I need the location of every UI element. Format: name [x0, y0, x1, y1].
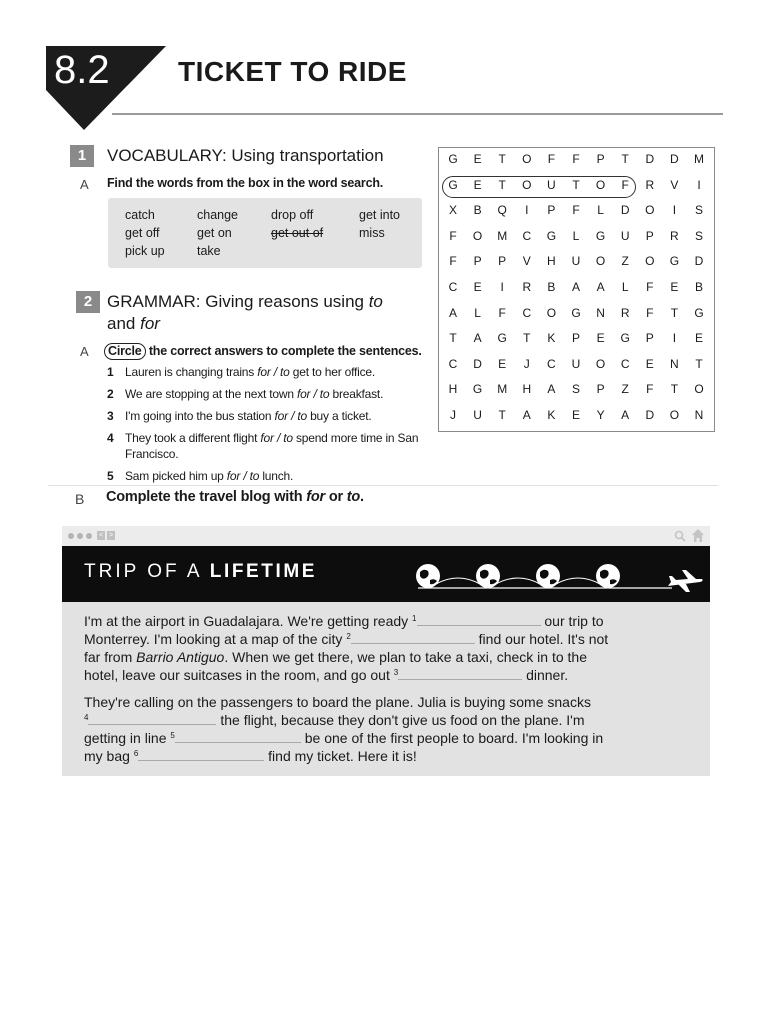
word-search-letter[interactable]: G: [571, 305, 581, 320]
word-search-letter[interactable]: A: [522, 408, 531, 422]
blog-text: the flight, because they don't give us food on the plane. I'm: [216, 712, 585, 728]
word-search-letter[interactable]: C: [620, 356, 630, 371]
blank-number: 4: [84, 713, 89, 722]
word-search-letter[interactable]: Q: [497, 203, 507, 218]
word-search-letter[interactable]: D: [645, 408, 655, 422]
word-get-into: get into: [359, 208, 401, 222]
section-2-title-text: GRAMMAR: Giving reasons using: [107, 292, 369, 311]
word-search-letter[interactable]: E: [473, 177, 482, 192]
word-search-letter[interactable]: A: [448, 305, 457, 320]
sentence-choice[interactable]: for / to: [260, 431, 293, 445]
word-search-letter[interactable]: F: [547, 152, 556, 166]
word-search-letter[interactable]: I: [525, 203, 529, 218]
globe-route-decoration: [410, 556, 706, 596]
blog-title-bold: LIFETIME: [209, 561, 318, 582]
sentence-text: I'm going into the bus station: [125, 409, 275, 423]
sentence-item: [107, 364, 437, 380]
word-search-letter[interactable]: R: [645, 177, 655, 192]
word-search-letter[interactable]: G: [694, 305, 704, 320]
word-search-letter[interactable]: F: [449, 254, 457, 269]
section-1-title: VOCABULARY: Using transportation: [107, 146, 384, 165]
sentence-choice[interactable]: for / to: [226, 469, 260, 483]
word-search-letter[interactable]: G: [595, 228, 606, 243]
part-b-divider: [48, 485, 718, 486]
sentence-item: [107, 408, 437, 424]
word-search-letter[interactable]: D: [694, 254, 704, 269]
sentence-number: 2: [107, 387, 114, 401]
word-get-off: get off: [125, 226, 160, 240]
sentence-text: They took a different flight: [125, 431, 261, 445]
browser-toolbar: [62, 526, 710, 546]
section-2-title-and: and: [107, 314, 141, 333]
word-search-letter[interactable]: P: [571, 331, 580, 346]
word-search-letter[interactable]: E: [473, 280, 482, 294]
part-b-instruction-text: Complete the travel blog with: [106, 489, 307, 505]
section-2-instruction: [104, 343, 422, 360]
word-search-letter[interactable]: P: [596, 152, 605, 166]
word-search-letter[interactable]: I: [500, 280, 504, 294]
word-search-letter[interactable]: T: [695, 356, 703, 371]
section-2-part-b-instruction: [106, 489, 364, 505]
word-search-letter[interactable]: D: [670, 152, 679, 166]
word-search-letter[interactable]: O: [595, 356, 606, 371]
word-search-letter[interactable]: I: [672, 203, 677, 218]
sentence-text: buy a ticket.: [306, 409, 372, 423]
circle-word: Circle: [104, 343, 146, 360]
word-search-letter[interactable]: F: [572, 152, 580, 166]
blank-6-input[interactable]: [138, 749, 264, 761]
word-search-letter[interactable]: T: [670, 382, 679, 397]
window-dot-icon[interactable]: [68, 533, 74, 539]
back-arrow-icon[interactable]: <: [98, 532, 104, 539]
word-search-letter[interactable]: E: [645, 356, 654, 371]
sentence-text: get to her office.: [289, 365, 376, 379]
home-icon[interactable]: [692, 529, 704, 542]
word-search-letter[interactable]: F: [646, 382, 654, 397]
word-search-letter[interactable]: P: [596, 382, 605, 397]
word-search-letter[interactable]: N: [596, 305, 605, 320]
blank-number: 5: [170, 731, 175, 740]
word-search-letter[interactable]: P: [645, 228, 654, 243]
word-search-letter[interactable]: T: [621, 152, 629, 166]
word-search-letter[interactable]: F: [572, 203, 580, 218]
word-search-letter[interactable]: J: [523, 356, 530, 371]
globe-icon: [476, 564, 500, 588]
blog-paragraph-1-line-3: [84, 648, 587, 666]
blog-text: hotel, leave our suitcases in the room, and go out: [84, 667, 394, 683]
word-search-letter[interactable]: G: [497, 331, 507, 346]
blank-number: 1: [412, 614, 417, 623]
part-b-word-or: or: [324, 489, 347, 505]
word-search-letter[interactable]: T: [670, 305, 679, 320]
word-search-letter[interactable]: Z: [621, 382, 629, 397]
blog-paragraph-1-line-1: [84, 612, 604, 630]
word-search-letter[interactable]: E: [498, 356, 507, 371]
blank-3-input[interactable]: [398, 668, 522, 680]
sentence-number: 3: [107, 409, 114, 423]
word-search-letter[interactable]: L: [572, 228, 580, 243]
word-search-letter[interactable]: D: [620, 203, 630, 218]
section-2-title: [107, 291, 383, 335]
blog-text: be one of the first people to board. I'm looking in: [300, 730, 604, 746]
part-b-word-for: for: [306, 489, 325, 505]
word-search-letter[interactable]: E: [670, 280, 679, 294]
word-search-letter[interactable]: A: [621, 408, 630, 422]
word-search-letter[interactable]: G: [669, 254, 680, 269]
blank-1-input[interactable]: [417, 614, 541, 626]
blog-text: far from: [84, 649, 137, 665]
word-pick-up: pick up: [125, 244, 165, 258]
word-search-letter[interactable]: N: [670, 356, 679, 371]
sentence-choice[interactable]: for / to: [274, 409, 307, 423]
word-search-letter[interactable]: R: [620, 305, 630, 320]
word-search-letter[interactable]: T: [449, 331, 457, 346]
word-search-letter[interactable]: O: [595, 254, 606, 269]
word-search-letter[interactable]: Y: [596, 408, 605, 422]
search-icon[interactable]: [674, 530, 686, 542]
sentence-number: 1: [107, 365, 114, 379]
airplane-icon: [668, 570, 703, 592]
word-search-letter[interactable]: T: [498, 408, 506, 422]
blog-paragraph-2-line-3: [84, 729, 603, 747]
word-search-letter[interactable]: E: [473, 152, 482, 166]
blog-paragraph-2-line-2: [84, 711, 585, 729]
word-search-letter[interactable]: S: [694, 203, 703, 218]
blog-title-light: TRIP OF A: [84, 561, 210, 582]
word-get-on: get on: [197, 226, 232, 240]
word-search-letter[interactable]: G: [448, 177, 458, 192]
globe-icon: [596, 564, 620, 588]
globe-icon: [416, 564, 440, 588]
word-search-letter[interactable]: H: [547, 254, 556, 269]
word-search-letter[interactable]: L: [474, 305, 481, 320]
section-2-title-for: for: [140, 314, 160, 333]
title-divider: [112, 113, 723, 115]
blog-text: . When we get there, we plan to take a taxi, check in to the: [224, 649, 587, 665]
word-get-out-of-struck: get out of: [271, 226, 324, 240]
blog-title: [84, 561, 317, 583]
word-miss: miss: [359, 226, 385, 240]
word-search-letter[interactable]: G: [620, 331, 630, 346]
word-search-letter[interactable]: T: [498, 152, 506, 166]
section-2-part-a-letter: A: [80, 344, 89, 359]
word-search-letter[interactable]: F: [498, 305, 506, 320]
word-search-letter[interactable]: T: [572, 177, 580, 192]
sentence-choice[interactable]: for / to: [296, 387, 330, 401]
window-dot-icon[interactable]: [86, 533, 92, 539]
word-search-letter[interactable]: G: [448, 152, 458, 166]
word-search-letter[interactable]: A: [547, 382, 556, 397]
blog-paragraph-2-line-4: [84, 747, 417, 765]
blog-text: find our hotel. It's not: [474, 631, 609, 647]
word-search-letter[interactable]: P: [473, 254, 482, 269]
section-1-number: 1: [70, 145, 94, 167]
word-search-letter[interactable]: E: [694, 331, 703, 346]
vocabulary-word-box: [108, 198, 422, 268]
word-search-letter[interactable]: O: [522, 152, 532, 166]
blog-paragraph-2-line-1: They're calling on the passengers to board the plane. Julia is buying some snacks: [84, 694, 591, 710]
word-search-letter[interactable]: T: [523, 331, 531, 346]
sentence-item: [107, 468, 437, 484]
section-2-part-b-letter: B: [75, 491, 85, 507]
word-search-letter[interactable]: D: [645, 152, 655, 166]
word-search-letter[interactable]: R: [670, 228, 679, 243]
word-search-letter[interactable]: U: [571, 254, 581, 269]
blog-text: Monterrey. I'm looking at a map of the city: [84, 631, 347, 647]
sentence-text: Lauren is changing trains: [125, 365, 258, 379]
sentence-choice[interactable]: for / to: [257, 365, 290, 379]
word-search-letter[interactable]: B: [694, 280, 703, 294]
sentence-item: [107, 430, 427, 462]
word-search-letter[interactable]: R: [522, 280, 532, 294]
section-2-title-to: to: [368, 292, 383, 311]
word-search-letter[interactable]: C: [448, 280, 458, 294]
part-b-word-to: to: [346, 489, 361, 505]
word-search-letter[interactable]: A: [596, 280, 605, 294]
word-search-letter[interactable]: X: [448, 203, 457, 218]
word-search-letter[interactable]: M: [497, 382, 508, 397]
word-search-letter[interactable]: O: [669, 408, 680, 422]
word-search-letter[interactable]: C: [547, 356, 556, 371]
word-search-letter[interactable]: U: [620, 228, 630, 243]
blank-number: 2: [346, 632, 351, 641]
word-search-letter[interactable]: N: [694, 408, 704, 422]
word-search-letter[interactable]: V: [670, 177, 679, 192]
word-search-letter[interactable]: B: [473, 203, 482, 218]
word-search-letter[interactable]: L: [621, 280, 629, 294]
sentence-list: [107, 364, 437, 490]
sentence-item: [107, 386, 437, 402]
word-search-letter[interactable]: O: [546, 305, 557, 320]
blog-text: my bag: [84, 748, 134, 764]
page-title: TICKET TO RIDE: [178, 56, 407, 87]
word-search-letter[interactable]: F: [646, 280, 654, 294]
word-search-letter[interactable]: Z: [621, 254, 629, 269]
word-search-letter[interactable]: H: [522, 382, 532, 397]
section-2-number: 2: [76, 291, 100, 313]
word-search-letter[interactable]: I: [697, 177, 701, 192]
word-search-letter[interactable]: M: [497, 228, 508, 243]
section-2-instruction-text: the correct answers to complete the sentences.: [145, 344, 422, 358]
sentence-text: spend more time in San Francisco.: [125, 431, 419, 461]
word-search-letter[interactable]: C: [522, 305, 532, 320]
word-search-letter[interactable]: G: [546, 228, 557, 243]
word-catch: catch: [125, 208, 155, 222]
word-search-letter[interactable]: P: [645, 331, 654, 346]
word-search-letter[interactable]: A: [473, 331, 482, 346]
sentence-text: We are stopping at the next town: [125, 387, 297, 401]
blog-text: I'm at the airport in Guadalajara. We're getting ready: [84, 613, 413, 629]
word-search-letter[interactable]: P: [547, 203, 556, 218]
blog-text: our trip to: [540, 613, 604, 629]
globe-icon: [536, 564, 560, 588]
blank-number: 6: [133, 749, 139, 758]
word-search-letter[interactable]: E: [596, 331, 605, 346]
word-take: take: [197, 244, 221, 258]
word-search-letter[interactable]: U: [473, 408, 482, 422]
sentence-text: breakfast.: [329, 387, 384, 401]
sentence-number: 5: [107, 469, 114, 483]
word-search-letter[interactable]: H: [448, 382, 458, 397]
blog-paragraph-1-line-2: [84, 630, 608, 648]
section-1-part-a-letter: A: [80, 177, 89, 192]
blog-text-place-name: Barrio Antiguo: [136, 649, 225, 665]
word-search-letter[interactable]: K: [547, 331, 556, 346]
section-1-instruction: Find the words from the box in the word search.: [107, 176, 384, 190]
blank-2-input[interactable]: [351, 632, 475, 644]
sentence-text: Sam picked him up: [125, 469, 227, 483]
word-search-letter[interactable]: M: [694, 152, 704, 166]
window-dot-icon[interactable]: [77, 533, 83, 539]
word-search-letter[interactable]: F: [646, 305, 654, 320]
blank-number: 3: [393, 668, 399, 677]
word-search-letter[interactable]: C: [448, 356, 458, 371]
word-search-letter[interactable]: O: [522, 177, 532, 192]
word-search-letter[interactable]: J: [450, 408, 456, 422]
word-drop-off: drop off: [271, 208, 314, 222]
word-search-letter[interactable]: S: [694, 228, 703, 243]
word-search-letter[interactable]: V: [522, 254, 531, 269]
word-search-letter[interactable]: O: [645, 254, 655, 269]
word-change: change: [197, 208, 239, 222]
word-search-letter[interactable]: A: [571, 280, 580, 294]
blank-4-input[interactable]: [88, 713, 216, 725]
word-search-letter[interactable]: F: [449, 228, 457, 243]
forward-arrow-icon[interactable]: >: [108, 532, 114, 539]
word-search-letter[interactable]: U: [571, 356, 581, 371]
word-search-letter[interactable]: S: [571, 382, 580, 397]
word-search-letter[interactable]: F: [621, 177, 629, 192]
word-search-letter[interactable]: K: [547, 408, 556, 422]
word-search-letter[interactable]: P: [498, 254, 507, 269]
blog-text: getting in line: [84, 730, 171, 746]
word-search-letter[interactable]: O: [472, 228, 483, 243]
unit-number: 8.2: [54, 48, 110, 92]
blog-text: dinner.: [522, 667, 569, 683]
blog-paragraph-1-line-4: [84, 666, 568, 684]
part-b-period: .: [360, 489, 364, 505]
word-search-letter[interactable]: O: [645, 203, 655, 218]
sentence-number: 4: [107, 431, 114, 445]
word-search-letter[interactable]: T: [498, 177, 506, 192]
word-search-letter[interactable]: B: [547, 280, 556, 294]
unit-badge: [46, 46, 166, 130]
blank-5-input[interactable]: [175, 731, 301, 743]
word-search-circled-answer: [442, 176, 636, 198]
word-search-letter[interactable]: O: [694, 382, 704, 397]
word-search-letter[interactable]: U: [547, 177, 556, 192]
word-search-letter[interactable]: I: [672, 331, 677, 346]
word-search-letter[interactable]: G: [472, 382, 483, 397]
travel-blog: [62, 526, 710, 776]
blog-banner: [62, 546, 710, 602]
word-search-letter[interactable]: C: [522, 228, 532, 243]
word-search-letter[interactable]: E: [571, 408, 580, 422]
sentence-text: lunch.: [259, 469, 294, 483]
word-search-letter[interactable]: L: [597, 203, 604, 218]
word-search-letter[interactable]: O: [595, 177, 606, 192]
blog-text: find my ticket. Here it is!: [264, 748, 417, 764]
word-search-letter[interactable]: D: [473, 356, 482, 371]
